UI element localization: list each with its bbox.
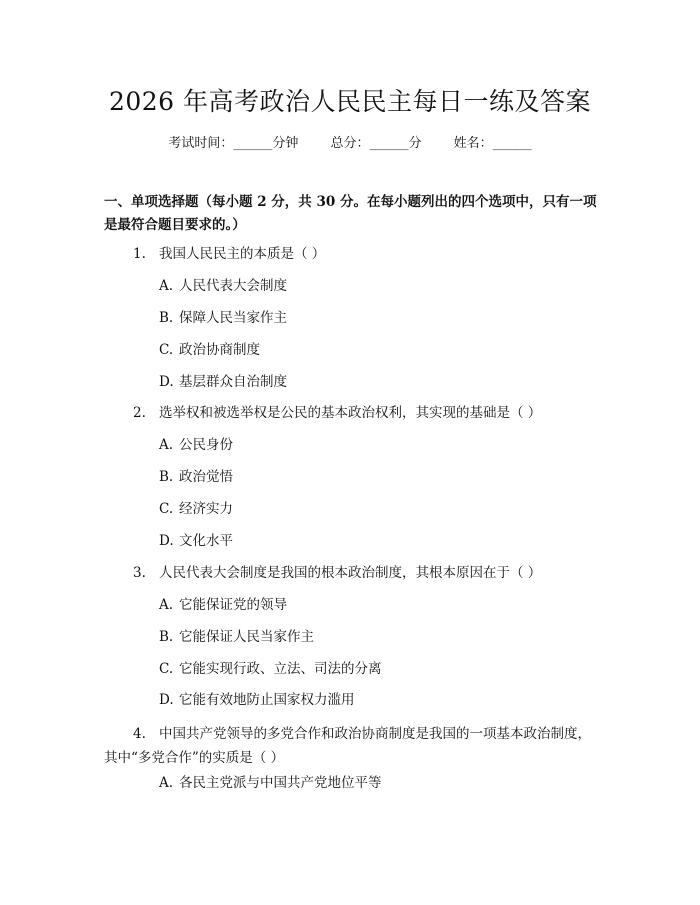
option-3a: [159, 596, 287, 614]
option-letter: D.: [159, 692, 174, 708]
question-text: 我国人民民主的本质是（ ）: [159, 246, 326, 262]
option-text: 公民身份: [179, 437, 233, 453]
option-letter: D.: [159, 533, 174, 549]
option-letter: A.: [159, 775, 174, 791]
option-2c: [159, 500, 233, 518]
option-text: 它能有效地防止国家权力滥用: [179, 692, 355, 708]
question-4: [104, 722, 604, 770]
question-1: [133, 245, 325, 263]
option-text: 基层群众自治制度: [179, 374, 287, 390]
option-text: 各民主党派与中国共产党地位平等: [179, 775, 382, 791]
option-text: 经济实力: [179, 501, 233, 517]
question-3: [133, 564, 541, 582]
option-text: 它能实现行政、立法、司法的分离: [179, 661, 382, 677]
option-text: 保障人民当家作主: [179, 310, 287, 326]
option-text: 它能保证党的领导: [179, 597, 287, 613]
total-score-field: 总分：______分: [330, 136, 422, 151]
option-letter: C.: [159, 342, 174, 358]
option-1b: [159, 309, 287, 327]
option-text: 政治觉悟: [179, 469, 233, 485]
option-letter: B.: [159, 629, 174, 645]
question-number: 1.: [133, 246, 146, 262]
option-1c: [159, 341, 260, 359]
option-3d: [159, 691, 355, 709]
exam-meta-row: [0, 132, 700, 151]
option-3b: [159, 628, 314, 646]
option-text: 人民代表大会制度: [179, 278, 287, 294]
question-number: 4.: [133, 726, 146, 742]
name-field: 姓名：______: [453, 136, 532, 151]
page-title: 2026 年高考政治人民民主每日一练及答案: [108, 87, 592, 116]
question-text: 选举权和被选举权是公民的基本政治权利，其实现的基础是（ ）: [159, 405, 542, 421]
option-1a: [159, 277, 287, 295]
exam-time-field: 考试时间：______分钟: [168, 136, 299, 151]
option-text: 政治协商制度: [179, 342, 260, 358]
option-letter: A.: [159, 278, 174, 294]
question-text: 人民代表大会制度是我国的根本政治制度，其根本原因在于（ ）: [159, 565, 542, 581]
option-letter: B.: [159, 310, 174, 326]
option-2a: [159, 436, 233, 454]
option-text: 它能保证人民当家作主: [179, 629, 314, 645]
option-4a: [159, 774, 382, 792]
option-letter: A.: [159, 437, 174, 453]
option-2d: [159, 532, 233, 550]
option-letter: B.: [159, 469, 174, 485]
option-letter: D.: [159, 374, 174, 390]
section-heading: 一、单项选择题（每小题 2 分，共 30 分。在每小题列出的四个选项中，只有一项是最符合题目要求的。）: [104, 194, 597, 233]
option-3c: [159, 660, 382, 678]
option-letter: C.: [159, 661, 174, 677]
question-number: 2.: [133, 405, 146, 421]
option-letter: C.: [159, 501, 174, 517]
question-2: [133, 404, 541, 422]
option-2b: [159, 468, 233, 486]
option-text: 文化水平: [179, 533, 233, 549]
option-letter: A.: [159, 597, 174, 613]
option-1d: [159, 373, 287, 391]
question-text: 中国共产党领导的多党合作和政治协商制度是我国的一项基本政治制度，其中“多党合作”的实质是（ ）: [104, 726, 591, 766]
question-number: 3.: [133, 565, 146, 581]
